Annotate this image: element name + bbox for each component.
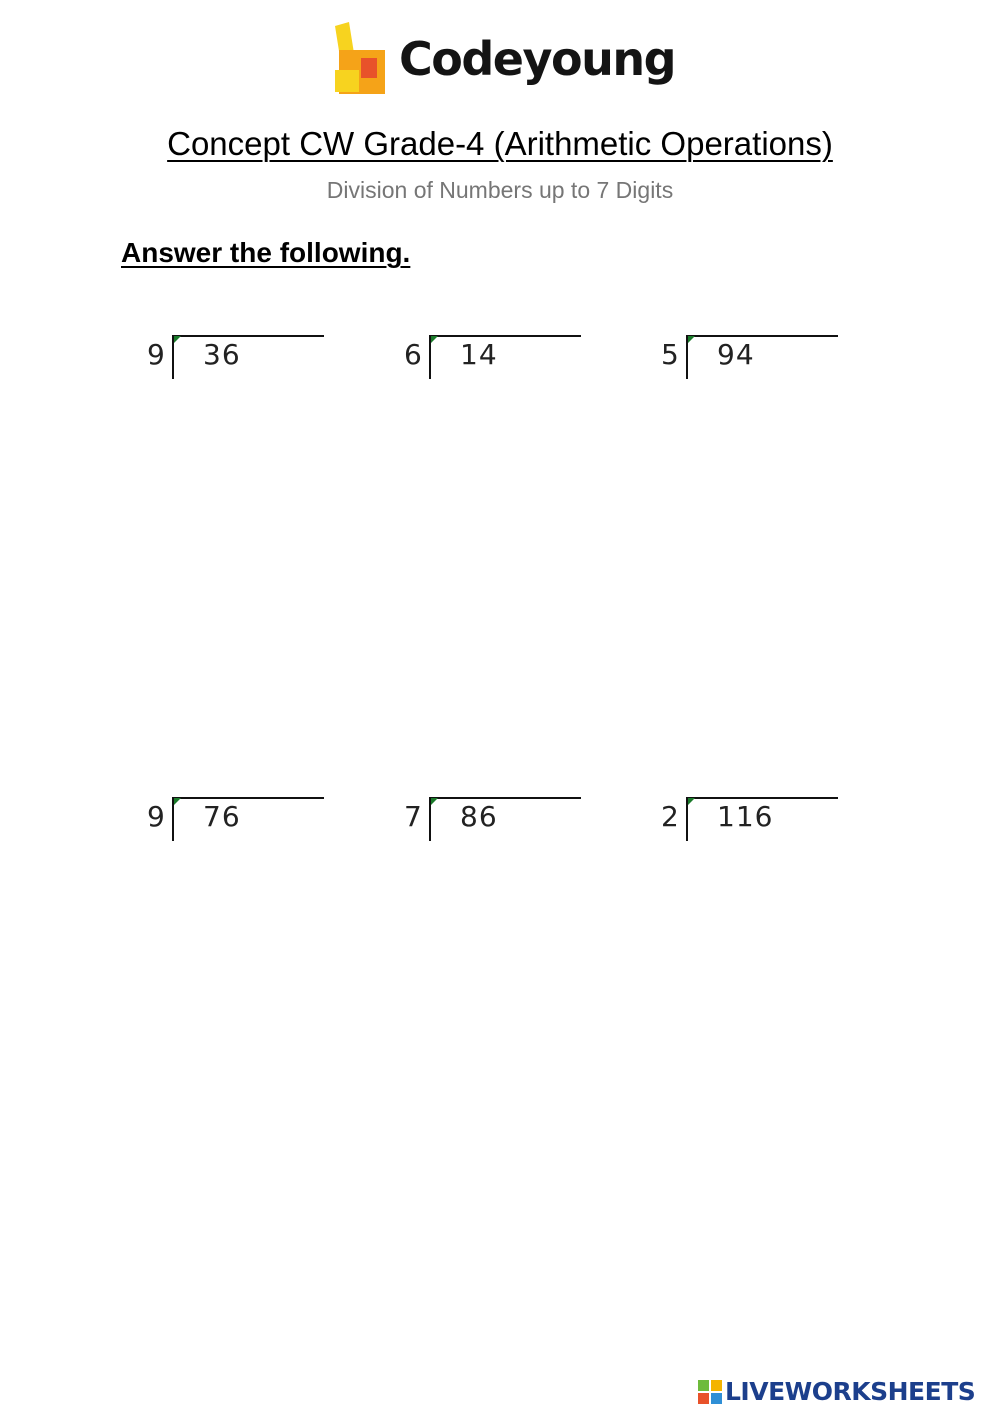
corner-mark xyxy=(431,336,438,343)
division-problem-3 xyxy=(661,335,856,385)
corner-mark xyxy=(431,798,438,805)
divisor: 9 xyxy=(147,800,165,833)
division-bar xyxy=(686,335,838,337)
divisor: 7 xyxy=(404,800,422,833)
worksheet-title: Concept CW Grade-4 (Arithmetic Operations) xyxy=(167,125,833,162)
liveworksheets-icon xyxy=(697,1379,723,1405)
division-bar xyxy=(429,797,581,799)
dividend: 14 xyxy=(460,338,498,371)
division-bar xyxy=(429,335,581,337)
footer-brand: LIVEWORKSHEETS xyxy=(725,1377,976,1406)
divisor: 6 xyxy=(404,338,422,371)
division-problem-6 xyxy=(661,797,856,847)
dividend: 116 xyxy=(717,800,774,833)
dividend: 36 xyxy=(203,338,241,371)
worksheet-subtitle: Division of Numbers up to 7 Digits xyxy=(326,177,674,203)
corner-mark xyxy=(174,336,181,343)
divisor: 9 xyxy=(147,338,165,371)
division-bar xyxy=(172,335,324,337)
brand-name: Codeyoung xyxy=(399,32,675,86)
division-problem-4 xyxy=(147,797,342,847)
divisor: 2 xyxy=(661,800,679,833)
dividend: 94 xyxy=(717,338,755,371)
division-bar xyxy=(686,797,838,799)
dividend: 76 xyxy=(203,800,241,833)
codeyoung-logo xyxy=(331,22,676,106)
division-problem-1 xyxy=(147,335,342,385)
division-problem-2 xyxy=(404,335,599,385)
corner-mark xyxy=(688,336,695,343)
liveworksheets-logo xyxy=(697,1378,997,1408)
division-bar xyxy=(172,797,324,799)
division-problem-5 xyxy=(404,797,599,847)
codeyoung-logo-icon xyxy=(331,22,393,102)
divisor: 5 xyxy=(661,338,679,371)
instruction-heading: Answer the following. xyxy=(121,237,411,268)
corner-mark xyxy=(174,798,181,805)
dividend: 86 xyxy=(460,800,498,833)
corner-mark xyxy=(688,798,695,805)
